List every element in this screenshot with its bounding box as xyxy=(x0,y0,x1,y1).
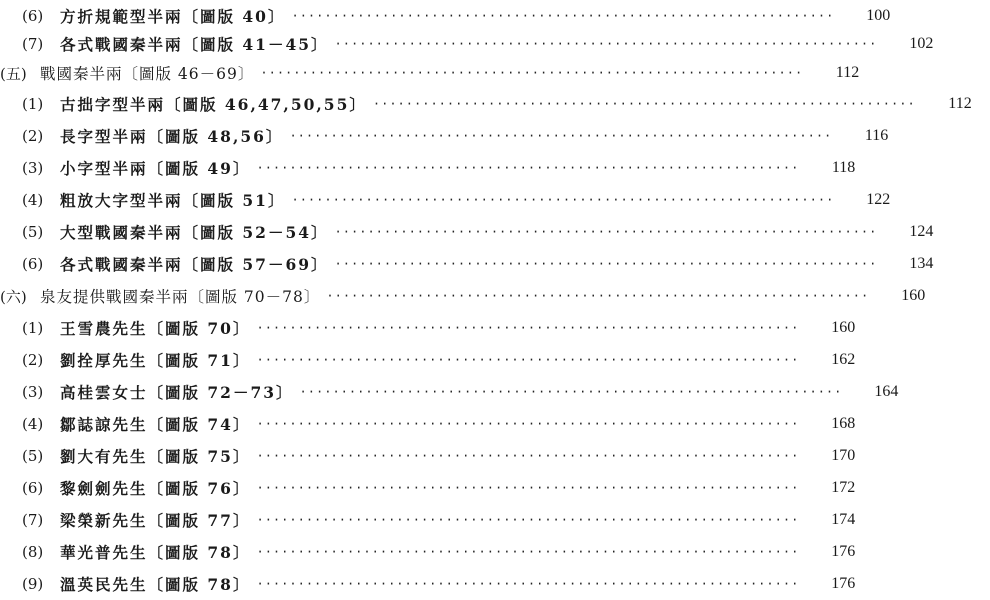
toc-entry[interactable] xyxy=(0,122,889,150)
entry-number: (4) xyxy=(22,191,44,209)
entry-page-number: 122 xyxy=(866,191,891,208)
entry-page-number: 162 xyxy=(831,351,856,368)
dot-leader: ·································································· xyxy=(256,545,800,559)
dot-leader: ·································································· xyxy=(299,385,843,399)
entry-title: 小字型半兩〔圖版 49〕 xyxy=(60,159,251,178)
dot-leader: ·································································· xyxy=(260,66,804,80)
toc-section[interactable] xyxy=(0,282,926,310)
toc-entry[interactable] xyxy=(0,442,856,470)
entry-title: 鄒誌諒先生〔圖版 74〕 xyxy=(60,415,251,434)
dot-leader: ·································································· xyxy=(256,417,800,431)
dot-leader: ·································································· xyxy=(256,321,800,335)
entry-title: 黎劍劍先生〔圖版 76〕 xyxy=(60,479,251,498)
entry-title: 溫英民先生〔圖版 78〕 xyxy=(60,575,251,594)
dot-leader: ·································································· xyxy=(256,449,800,463)
entry-number: (9) xyxy=(22,575,44,593)
entry-page-number: 102 xyxy=(909,35,934,52)
entry-page-number: 176 xyxy=(831,543,856,560)
entry-page-number: 112 xyxy=(948,95,972,112)
entry-number: (7) xyxy=(22,35,44,53)
section-page-number: 112 xyxy=(835,64,860,81)
section-number: (五) xyxy=(0,64,27,83)
dot-leader: ·································································· xyxy=(256,577,800,591)
toc-entry[interactable] xyxy=(0,250,934,278)
dot-leader: ·································································· xyxy=(291,9,835,23)
entry-number: (2) xyxy=(22,351,44,369)
entry-title: 古拙字型半兩〔圖版 46,47,50,55〕 xyxy=(60,95,367,114)
entry-number: (6) xyxy=(22,479,44,497)
toc-entry[interactable] xyxy=(0,346,856,374)
entry-page-number: 168 xyxy=(831,415,856,432)
toc-entry[interactable] xyxy=(0,2,891,30)
dot-leader: ·································································· xyxy=(372,97,916,111)
entry-page-number: 176 xyxy=(831,575,856,592)
toc-entry[interactable] xyxy=(0,186,891,214)
dot-leader: ·································································· xyxy=(334,257,878,271)
toc-entry[interactable] xyxy=(0,90,972,118)
toc-entry[interactable] xyxy=(0,570,856,598)
entry-number: (6) xyxy=(22,7,44,25)
entry-number: (6) xyxy=(22,255,44,273)
entry-title: 梁榮新先生〔圖版 77〕 xyxy=(60,511,251,530)
entry-page-number: 124 xyxy=(909,223,934,240)
dot-leader: ·································································· xyxy=(289,129,833,143)
entry-title: 劉大有先生〔圖版 75〕 xyxy=(60,447,251,466)
entry-number: (4) xyxy=(22,415,44,433)
entry-page-number: 100 xyxy=(866,7,891,24)
dot-leader: ·································································· xyxy=(326,289,870,303)
entry-page-number: 172 xyxy=(831,479,856,496)
dot-leader: ·································································· xyxy=(256,353,800,367)
section-title: 泉友提供戰國秦半兩〔圖版 70－78〕 xyxy=(40,288,321,306)
entry-page-number: 170 xyxy=(831,447,856,464)
toc-entry[interactable] xyxy=(0,474,856,502)
toc-entry[interactable] xyxy=(0,378,899,406)
entry-page-number: 118 xyxy=(831,159,856,176)
entry-number: (7) xyxy=(22,511,44,529)
entry-title: 粗放大字型半兩〔圖版 51〕 xyxy=(60,191,286,210)
toc-entry[interactable] xyxy=(0,30,934,58)
entry-number: (8) xyxy=(22,543,44,561)
toc-section[interactable] xyxy=(0,59,860,87)
entry-title: 高桂雲女士〔圖版 72－73〕 xyxy=(60,383,294,402)
section-title: 戰國秦半兩〔圖版 46－69〕 xyxy=(40,65,255,83)
dot-leader: ·································································· xyxy=(334,225,878,239)
entry-number: (5) xyxy=(22,447,44,465)
entry-title: 各式戰國秦半兩〔圖版 57－69〕 xyxy=(60,255,329,274)
dot-leader: ·································································· xyxy=(256,513,800,527)
toc-entry[interactable] xyxy=(0,154,856,182)
entry-number: (3) xyxy=(22,159,44,177)
entry-page-number: 116 xyxy=(864,127,889,144)
entry-number: (5) xyxy=(22,223,44,241)
entry-number: (1) xyxy=(22,319,44,337)
entry-number: (2) xyxy=(22,127,44,145)
section-page-number: 160 xyxy=(901,287,926,304)
dot-leader: ·································································· xyxy=(256,481,800,495)
dot-leader: ·································································· xyxy=(291,193,835,207)
entry-title: 王雪農先生〔圖版 70〕 xyxy=(60,319,251,338)
toc-entry[interactable] xyxy=(0,218,934,246)
toc-entry[interactable] xyxy=(0,538,856,566)
entry-title: 方折規範型半兩〔圖版 40〕 xyxy=(60,7,286,26)
entry-number: (3) xyxy=(22,383,44,401)
section-number: (六) xyxy=(0,287,27,306)
entry-page-number: 134 xyxy=(909,255,934,272)
entry-title: 各式戰國秦半兩〔圖版 41－45〕 xyxy=(60,35,329,54)
entry-title: 長字型半兩〔圖版 48,56〕 xyxy=(60,127,284,146)
entry-number: (1) xyxy=(22,95,44,113)
entry-page-number: 174 xyxy=(831,511,856,528)
entry-title: 大型戰國秦半兩〔圖版 52－54〕 xyxy=(60,223,329,242)
entry-page-number: 164 xyxy=(874,383,899,400)
toc-entry[interactable] xyxy=(0,314,856,342)
toc-entry[interactable] xyxy=(0,410,856,438)
dot-leader: ·································································· xyxy=(334,37,878,51)
entry-title: 華光普先生〔圖版 78〕 xyxy=(60,543,251,562)
entry-page-number: 160 xyxy=(831,319,856,336)
entry-title: 劉拴厚先生〔圖版 71〕 xyxy=(60,351,251,370)
dot-leader: ·································································· xyxy=(256,161,800,175)
toc-entry[interactable] xyxy=(0,506,856,534)
